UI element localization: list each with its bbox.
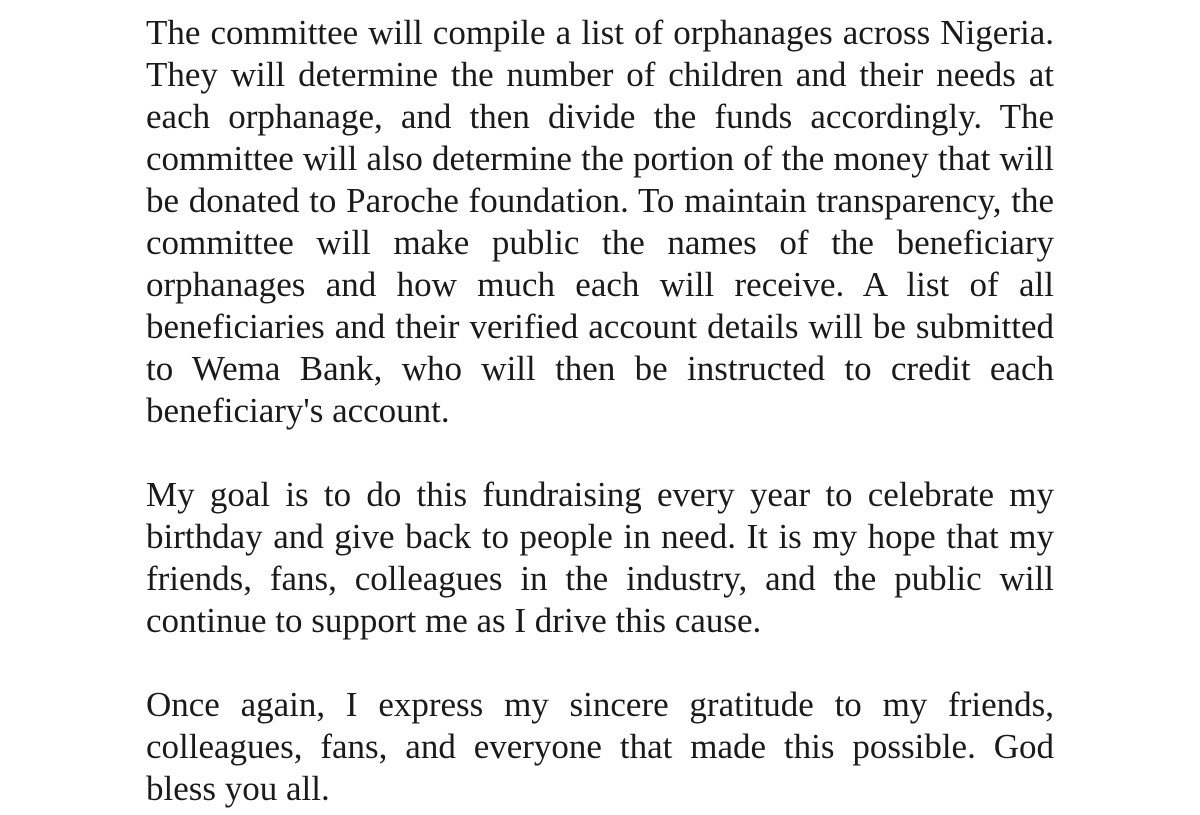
document-body <box>146 12 1054 810</box>
paragraph-gratitude: Once again, I express my sincere gratitude to my friends, colleagues, fans, and everyone that made this possible. God bless you all. <box>146 685 1054 808</box>
paragraph-committee-plan: The committee will compile a list of orphanages across Nigeria. They will determine the number of children and their needs at each orphanage, and then divide the funds accordingly. The committee will also determine the portion of the money that will be donated to Paroche foundation. To maintain transparency, the committee will make public the names of the beneficiary orphanages and how much each will receive. A list of all beneficiaries and their verified account details will be submitted to Wema Bank, who will then be instructed to credit each beneficiary's account. <box>146 13 1054 430</box>
paragraph-annual-goal: My goal is to do this fundraising every year to celebrate my birthday and give back to people in need. It is my hope that my friends, fans, colleagues in the industry, and the public will continue to support me as I drive this cause. <box>146 475 1054 640</box>
